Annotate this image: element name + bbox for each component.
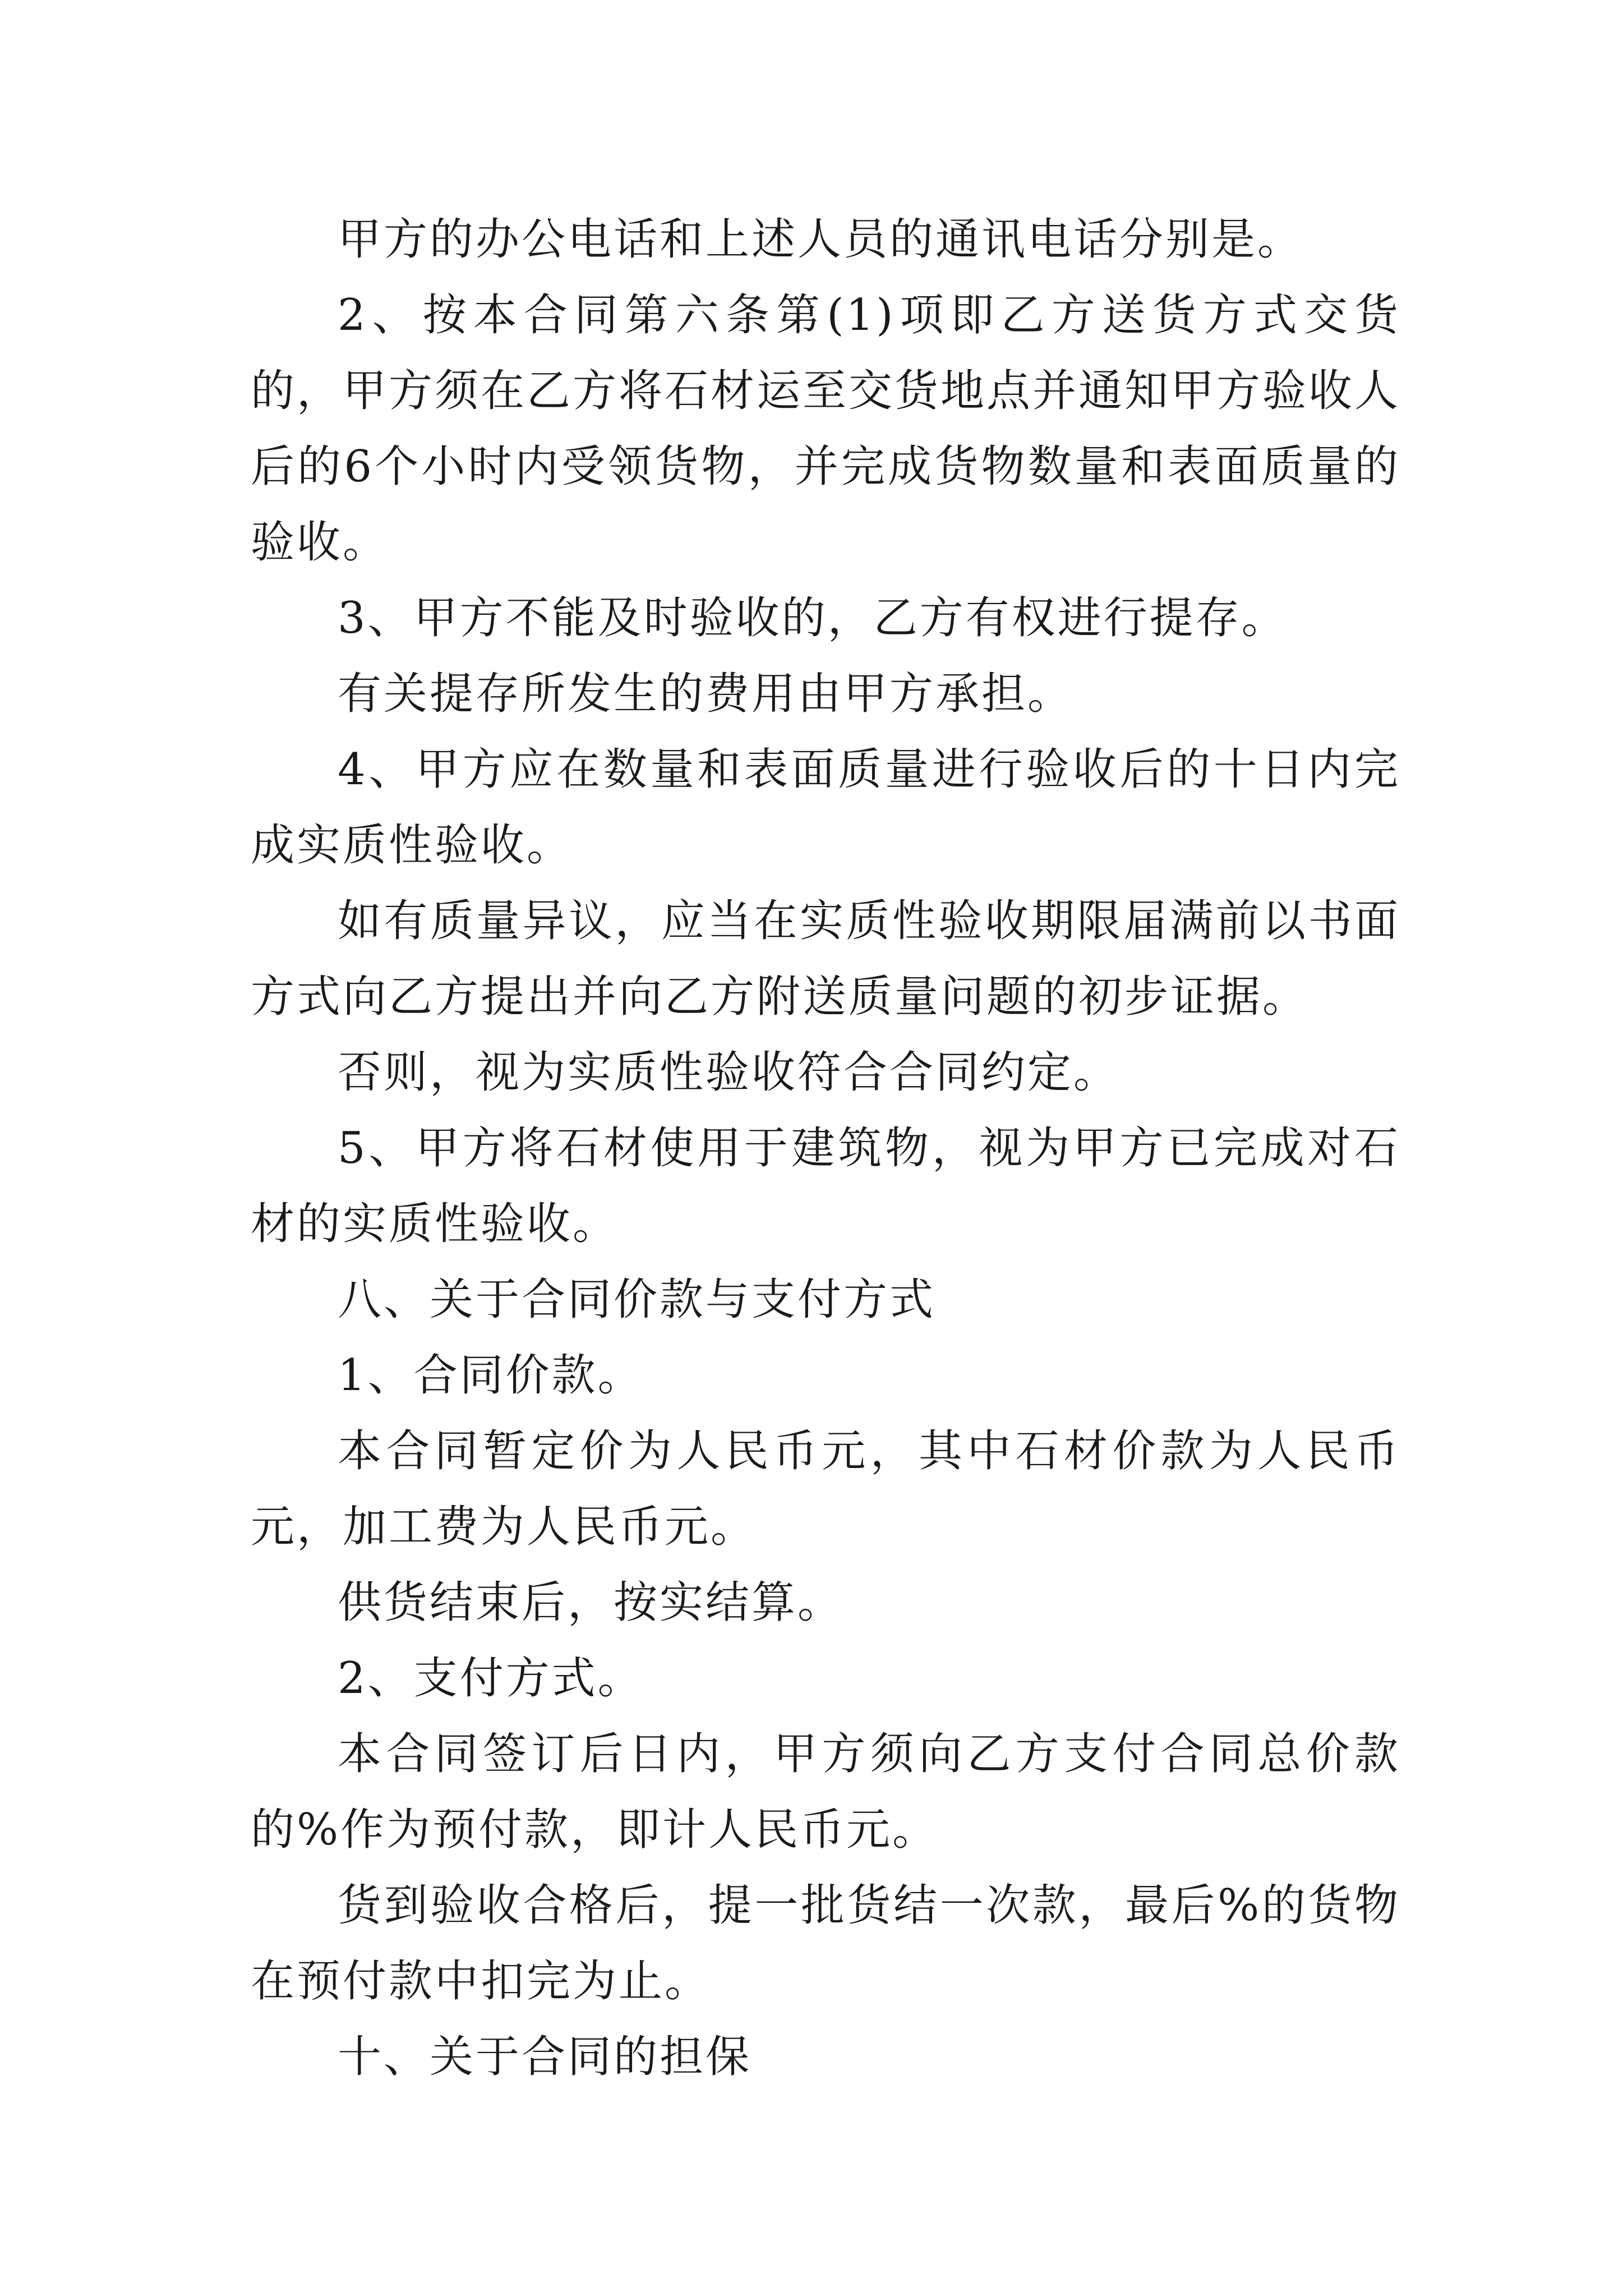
subheading-payment-method: 2、支付方式。 bbox=[338, 1653, 644, 1704]
paragraph-storage-cost: 有关提存所发生的费用由甲方承担。 bbox=[338, 669, 1074, 719]
paragraph-building-use: 5、甲方将石材使用于建筑物，视为甲方已完成对石材的实质性验收。 bbox=[251, 1123, 1400, 1249]
section-heading-price-payment: 八、关于合同价款与支付方式 bbox=[338, 1274, 936, 1325]
paragraph-batch-payment: 货到验收合格后，提一批货结一次款，最后%的货物在预付款中扣完为止。 bbox=[251, 1880, 1400, 2007]
document-body bbox=[251, 202, 1400, 2095]
subheading-contract-price: 1、合同价款。 bbox=[338, 1350, 644, 1401]
paragraph-delivery-inspection: 2、按本合同第六条第(1)项即乙方送货方式交货的，甲方须在乙方将石材运至交货地点并通知甲方验收人后的6个小时内受领货物，并完成货物数量和表面质量的验收。 bbox=[251, 290, 1401, 568]
paragraph-storage-right: 3、甲方不能及时验收的，乙方有权进行提存。 bbox=[338, 593, 1288, 643]
paragraph-provisional-price: 本合同暂定价为人民币元，其中石材价款为人民币元，加工费为人民币元。 bbox=[251, 1426, 1400, 1552]
paragraph-settlement: 供货结束后，按实结算。 bbox=[338, 1577, 844, 1628]
section-heading-guarantee: 十、关于合同的担保 bbox=[338, 2032, 752, 2082]
paragraph-substantive-inspection: 4、甲方应在数量和表面质量进行验收后的十日内完成实质性验收。 bbox=[251, 744, 1400, 871]
paragraph-advance-payment: 本合同签订后日内，甲方须向乙方支付合同总价款的%作为预付款，即计人民币元。 bbox=[251, 1729, 1400, 1855]
paragraph-office-phone: 甲方的办公电话和上述人员的通讯电话分别是。 bbox=[338, 214, 1304, 265]
paragraph-quality-objection: 如有质量异议，应当在实质性验收期限届满前以书面方式向乙方提出并向乙方附送质量问题的初步证据。 bbox=[251, 896, 1400, 1022]
paragraph-deemed-acceptance: 否则，视为实质性验收符合合同约定。 bbox=[338, 1047, 1120, 1098]
